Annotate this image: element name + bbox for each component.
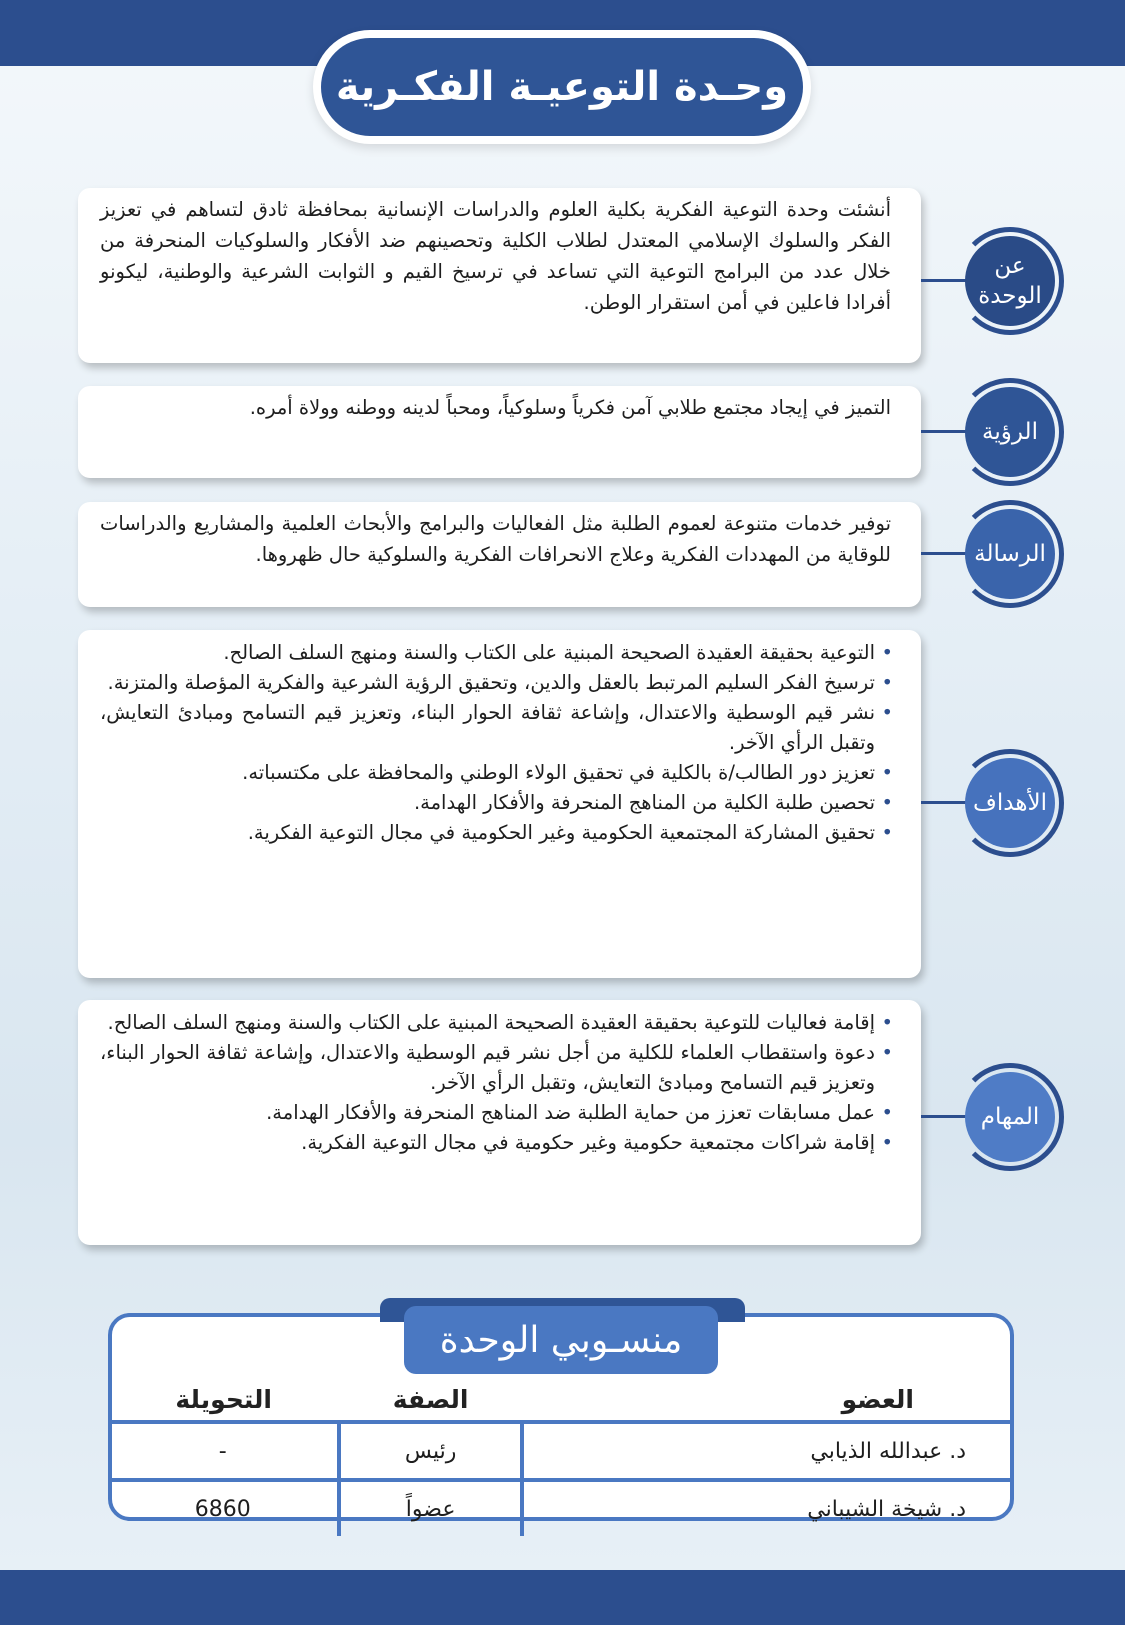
section-label-about: عن الوحدة <box>978 253 1042 309</box>
section-text-about: أنشئت وحدة التوعية الفكرية بكلية العلوم والدراسات الإنسانية بمحافظة ثادق لتساهم في تعزيز الفكر والسلوك الإسلامي المعتدل لطلاب الكلية وتحصينهم ضد الأفكار والسلوكيات المنحرفة من خلال عدد من البرامج التوعية التي تساعد في ترسيخ القيم و الثوابت الشرعية والوطنية، ليكونو أفرادا فاعلين في أمن استقرار الوطن. <box>100 198 891 314</box>
section-badge-mission <box>965 509 1055 599</box>
table-row <box>108 1422 1014 1480</box>
member-extension: - <box>108 1422 339 1480</box>
staff-table <box>108 1378 1014 1536</box>
section-text-mission: توفير خدمات متنوعة لعموم الطلبة مثل الفعاليات والبرامج والأبحاث العلمية والمشاريع والدراسات للوقاية من المهددات الفكرية وعلاج الانحرافات الفكرية والسلوكية حال ظهروها. <box>100 512 891 566</box>
member-role: رئيس <box>339 1422 521 1480</box>
section-label-goals: الأهداف <box>973 790 1047 816</box>
section-text-vision: التميز في إيجاد مجتمع طلابي آمن فكرياً وسلوكياً، ومحباً لدينه ووطنه وولاة أمره. <box>249 396 891 419</box>
goal-item: • تعزيز دور الطالب/ة بالكلية في تحقيق الولاء الوطني والمحافظة على مكتسباته. <box>100 758 893 788</box>
goal-item: • ترسيخ الفكر السليم المرتبط بالعقل والدين، وتحقيق الرؤية الشرعية والفكرية المؤصلة والمتزنة. <box>100 668 893 698</box>
staff-header-row <box>108 1378 1014 1422</box>
section-badge-about <box>965 236 1055 326</box>
member-name: د. عبدالله الذيابي <box>522 1422 1014 1480</box>
page-title: وحـدة التوعيـة الفكـرية <box>335 64 789 110</box>
section-label-tasks: المهام <box>980 1104 1040 1130</box>
section-label-vision: الرؤية <box>982 419 1038 445</box>
member-name: د. شيخة الشيباني <box>522 1480 1014 1536</box>
section-badge-tasks <box>965 1072 1055 1162</box>
bottom-bar <box>0 1570 1125 1625</box>
task-item: • عمل مسابقات تعزز من حماية الطلبة ضد المناهج المنحرفة والأفكار الهدامة. <box>100 1098 893 1128</box>
section-card-vision <box>78 386 921 478</box>
goal-item: • نشر قيم الوسطية والاعتدال، وإشاعة ثقافة الحوار البناء، وتعزيز قيم التسامح ومبادئ التعايش، وتقبل الرأي الآخر. <box>100 698 893 758</box>
title-banner <box>313 30 811 144</box>
section-card-mission <box>78 502 921 607</box>
column-role: الصفة <box>392 1384 469 1414</box>
goals-list <box>100 638 893 848</box>
member-role: عضواً <box>339 1480 521 1536</box>
task-item: • إقامة شراكات مجتمعية حكومية وغير حكومية في مجال التوعية الفكرية. <box>100 1128 893 1158</box>
section-card-about <box>78 188 921 363</box>
column-member: العضو <box>841 1384 914 1414</box>
member-extension: 6860 <box>108 1480 339 1536</box>
task-item: • دعوة واستقطاب العلماء للكلية من أجل نشر قيم الوسطية والاعتدال، وإشاعة ثقافة الحوار البناء، وتعزيز قيم التسامح ومبادئ التعايش، وتقبل الرأي الآخر. <box>100 1038 893 1098</box>
goal-item: • التوعية بحقيقة العقيدة الصحيحة المبنية على الكتاب والسنة ومنهج السلف الصالح. <box>100 638 893 668</box>
goal-item: • تحصين طلبة الكلية من المناهج المنحرفة والأفكار الهدامة. <box>100 788 893 818</box>
column-extension: التحويلة <box>175 1384 272 1414</box>
section-card-tasks <box>78 1000 921 1245</box>
task-item: • إقامة فعاليات للتوعية بحقيقة العقيدة الصحيحة المبنية على الكتاب والسنة ومنهج السلف الصالح. <box>100 1008 893 1038</box>
goal-item: • تحقيق المشاركة المجتمعية الحكومية وغير الحكومية في مجال التوعية الفكرية. <box>100 818 893 848</box>
section-card-goals <box>78 630 921 978</box>
tasks-list <box>100 1008 893 1158</box>
staff-title: منسـوبي الوحدة <box>404 1306 718 1374</box>
section-badge-goals <box>965 758 1055 848</box>
section-badge-vision <box>965 387 1055 477</box>
section-label-mission: الرسالة <box>974 541 1046 567</box>
title-banner-inner <box>321 38 803 136</box>
table-row <box>108 1480 1014 1536</box>
